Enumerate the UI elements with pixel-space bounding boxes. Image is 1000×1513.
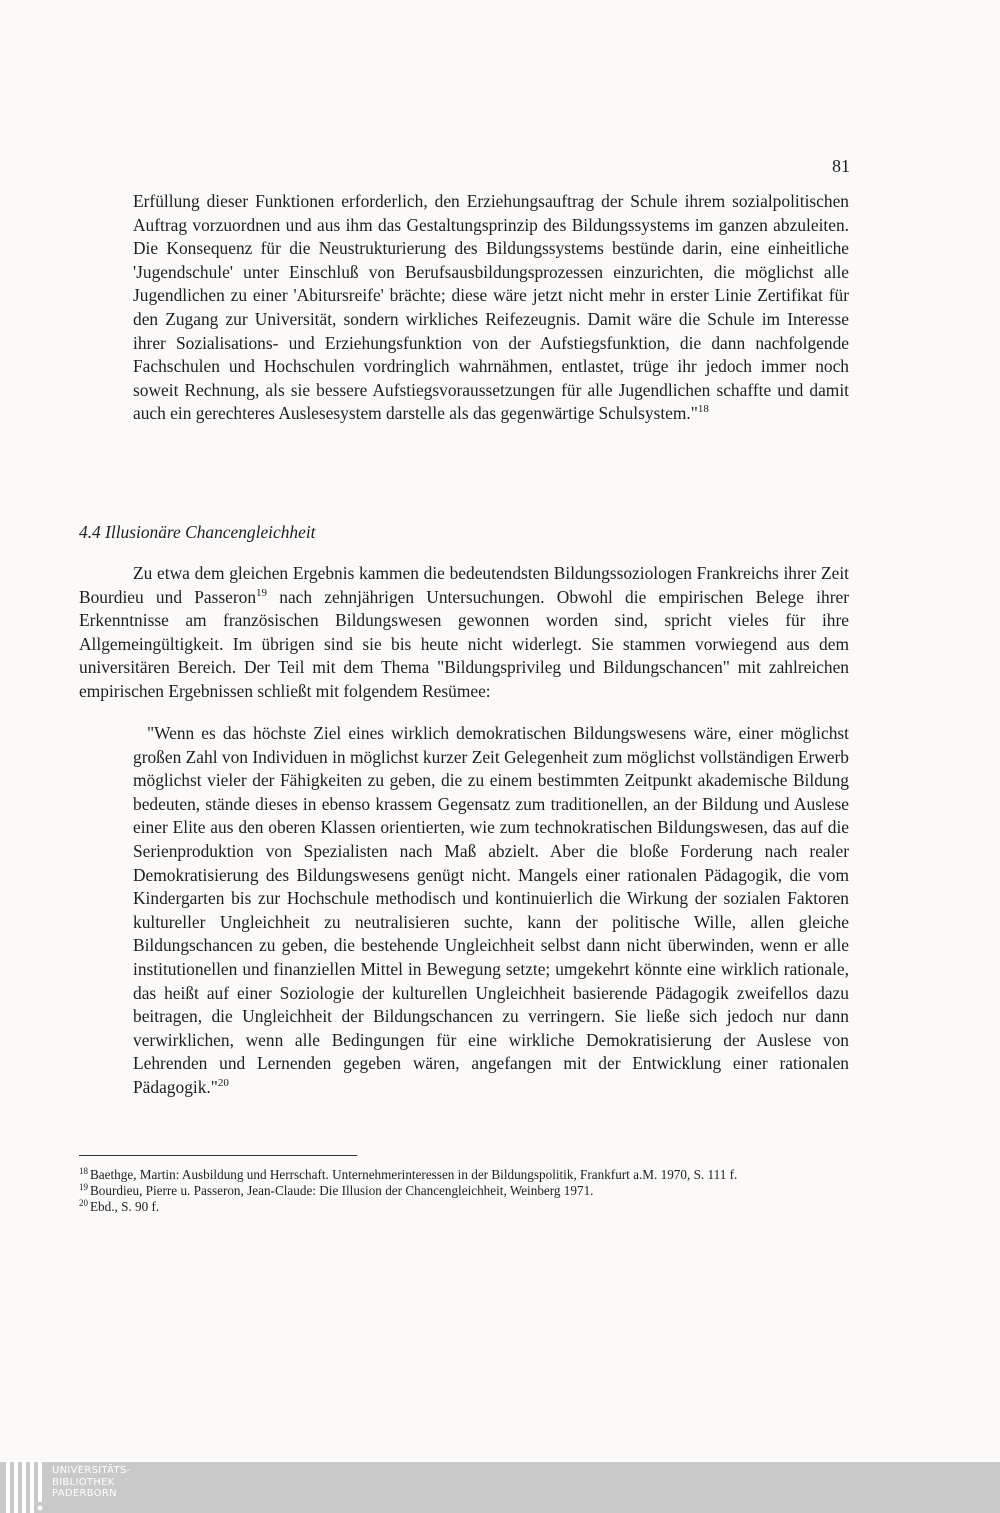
footnote — [79, 1199, 849, 1215]
section-heading: 4.4 Illusionäre Chancengleichheit — [79, 522, 316, 542]
library-logo — [0, 1462, 140, 1513]
footnote-separator — [79, 1155, 357, 1156]
library-name-line: UNIVERSITÄTS- — [52, 1465, 131, 1476]
paragraph-text: Erfüllung dieser Funktionen erforderlich, den Erziehungsauftrag der Schule ihrem sozialpolitischen Auftrag vorzuordnen und aus ihm das Gestaltungsprinzip des Bildungssystems im ganzen abzuleiten. Die Konsequenz für die Neustrukturierung des Bildungssystems bestünde darin, eine einheitliche 'Jugendschule' unter Einschluß von Berufsausbildungsprozessen einzurichten, die möglichst alle Jugendlichen zu einer 'Abitursreife' brächte; diese wäre jetzt nicht mehr in erster Linie Zertifikat für den Zugang zur Universität, sondern wirkliches Reifezeugnis. Damit wäre die Schule im Interesse ihrer Sozialisations- und Erziehungsfunktion von der Aufstiegsfunktion, die dann nachfolgende Fachschulen und Hochschulen vordringlich wahrnähmen, entlastet, trüge ihr jedoch immer noch soweit Rechnung, als sie bessere Aufstiegsvoraussetzungen für alle Jugendlichen schaffte und damit auch ein gerechteres Auslesesystem darstelle als das gegenwärtige Schulsystem." — [133, 191, 849, 424]
footnote-text: Bourdieu, Pierre u. Passeron, Jean-Claude: Die Illusion der Chancengleichheit, Weinberg 1971. — [90, 1183, 594, 1198]
body-paragraph — [133, 190, 849, 426]
footnote — [79, 1167, 849, 1183]
footnote-number: 18 — [79, 1165, 88, 1176]
footnote-text: Baethge, Martin: Ausbildung und Herrschaft. Unternehmerinteressen in der Bildungspolitik, Frankfurt a.M. 1970, S. 111 f. — [90, 1167, 738, 1182]
paragraph-text: Zu etwa dem gleichen Ergebnis kammen die bedeutendsten Bildungssoziologen Frankreichs ihrer Zeit Bourdieu und Passeron — [79, 563, 849, 607]
footnote-ref: 19 — [256, 586, 268, 599]
body-paragraph — [79, 562, 849, 704]
footnote-ref: 18 — [697, 403, 709, 416]
footnote-text: Ebd., S. 90 f. — [90, 1199, 160, 1214]
library-bars-icon — [6, 1462, 48, 1513]
library-name-line: PADERBORN — [52, 1488, 117, 1499]
library-name — [52, 1465, 131, 1500]
footnote-number: 20 — [79, 1197, 88, 1208]
library-name-line: BIBLIOTHEK — [52, 1476, 115, 1488]
footnotes — [79, 1167, 849, 1215]
footnote-ref: 20 — [217, 1077, 229, 1090]
paragraph-text: nach zehnjährigen Untersuchungen. Obwohl die empirischen Belege ihrer Erkenntnisse am französischen Bildungswesen gewonnen worden sind, spricht vieles für ihre Allgemeingültigkeit. Im übrigen sind sie bis heute nicht widerlegt. Sie stammen vorwiegend aus dem universitären Bereich. Der Teil mit dem Thema "Bildungsprivileg und Bildungschancen" mit zahlreichen empirischen Ergebnissen schließt mit folgendem Resümee: — [79, 586, 849, 701]
footnote-number: 19 — [79, 1181, 88, 1192]
page-number: 81 — [832, 156, 850, 176]
library-footer-bar — [0, 1462, 1000, 1513]
footnote — [79, 1183, 849, 1199]
quote-text: "Wenn es das höchste Ziel eines wirklich demokratischen Bildungswesens wäre, einer möglichst großen Zahl von Individuen in möglichst kurzer Zeit Gelegenheit zum möglichst vollständigen Erwerb möglichst vieler der Fähigkeiten zu geben, die zu einem bestimmten Zeitpunkt akademische Bildung bedeuten, stände dieses in ebenso krassem Gegensatz zum traditionellen, an der Bildung und Auslese einer Elite aus den oberen Klassen orientierten, wie zum technokratischen Bildungswesen, das auf die Serienproduktion von Spezialisten nach Maß abzielt. Aber die bloße Forderung nach realer Demokratisierung des Bildungswesens genügt nicht. Mangels einer rationalen Pädagogik, die vom Kindergarten bis zur Hochschule methodisch und kontinuierlich die Wirkung der sozialen Faktoren kultureller Ungleichheit zu neutralisieren suchte, kann der politische Wille, allen gleiche Bildungschancen zu geben, die bestehende Ungleichheit selbst dann nicht überwinden, wenn er alle institutionellen und finanziellen Mittel in Bewegung setzte; umgekehrt könnte eine wirklich rationale, das heißt auf einer Soziologie der kulturellen Ungleichheit basierende Pädagogik zweifellos dazu beitragen, die Ungleichheit der Bildungschancen zu verringern. Sie ließe sich jedoch nur dann verwirklichen, wenn alle Bedingungen für eine wirkliche Demokratisierung der Auslese von Lehrenden und Lernenden gegeben wären, angefangen mit der Entwicklung einer rationalen Pädagogik." — [133, 723, 849, 1097]
block-quote — [133, 722, 849, 1100]
